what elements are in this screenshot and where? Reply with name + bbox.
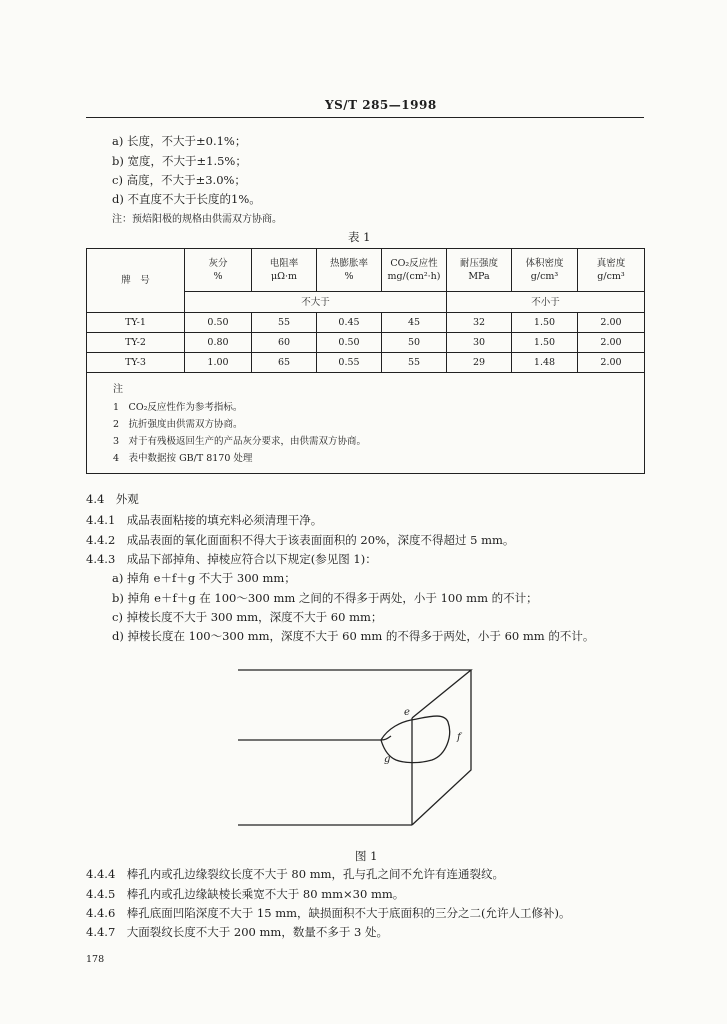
table-cell: 1.50 (512, 313, 578, 333)
column-unit: % (213, 271, 223, 282)
table-cell: 60 (252, 333, 317, 353)
column-name: 真密度 (596, 258, 626, 269)
table-cell: 32 (447, 313, 512, 333)
page-header-title: YS/T 285—1998 (325, 98, 437, 112)
column-unit: mg/(cm²·h) (387, 271, 441, 282)
column-header (317, 249, 382, 292)
column-unit: μΩ·m (270, 271, 298, 282)
clause-4-4-6: 4.4.6 棒孔底面凹陷深度不大于 15 mm，缺损面积不大于底面积的三分之二(允许人工修补)。 (86, 906, 571, 920)
table-cell: 0.50 (185, 313, 252, 333)
sub-item-a: a) 掉角 e＋f＋g 不大于 300 mm； (112, 571, 296, 585)
table-row (87, 313, 645, 333)
sub-item-b: b) 掉角 e＋f＋g 在 100～300 mm 之间的不得多于两处，小于 100 mm 的不计； (112, 591, 538, 605)
column-header (512, 249, 578, 292)
column-header (185, 249, 252, 292)
spec-table (86, 248, 645, 474)
column-name: 体积密度 (525, 258, 564, 269)
table-cell: 55 (382, 353, 447, 373)
table-cell: 30 (447, 333, 512, 353)
table-cell: 29 (447, 353, 512, 373)
column-name: 耐压强度 (459, 258, 498, 269)
label-g: g (384, 754, 391, 765)
table-note: 3 对于有残极返回生产的产品灰分要求，由供需双方协商。 (113, 436, 367, 447)
label-e: e (404, 707, 410, 718)
table-cell: 0.80 (185, 333, 252, 353)
section-heading: 4.4 外观 (86, 492, 139, 506)
brand-cell: TY-3 (87, 353, 185, 373)
table-cell: 2.00 (578, 353, 645, 373)
label-f: f (457, 732, 461, 743)
clause-4-4-7: 4.4.7 大面裂纹长度不大于 200 mm，数量不多于 3 处。 (86, 925, 388, 939)
column-unit: % (344, 271, 354, 282)
column-unit: g/cm³ (530, 271, 559, 282)
column-unit: MPa (468, 271, 490, 282)
column-unit: g/cm³ (597, 271, 625, 282)
table-cell: 55 (252, 313, 317, 333)
tolerance-straightness: d) 不直度不大于长度的1%。 (112, 192, 261, 206)
table-cell: 65 (252, 353, 317, 373)
table-cell: 0.50 (317, 333, 382, 353)
figure-1-diagram (236, 660, 506, 830)
limit-not-greater: 不大于 (185, 292, 447, 313)
column-name: 热膨胀率 (329, 258, 368, 269)
table-cell: 2.00 (578, 313, 645, 333)
clause-4-4-3: 4.4.3 成品下部掉角、掉棱应符合以下规定(参见图 1)： (86, 552, 377, 566)
table-note: 1 CO₂反应性作为参考指标。 (113, 402, 243, 413)
table-row (87, 353, 645, 373)
chipped-corner-outline (381, 716, 450, 763)
table-cell: 1.48 (512, 353, 578, 373)
block-outline (238, 736, 391, 740)
table-notes-row (87, 373, 645, 474)
clause-4-4-1: 4.4.1 成品表面粘接的填充料必须清理干净。 (86, 513, 323, 527)
sub-item-d: d) 掉棱长度在 100～300 mm，深度不大于 60 mm 的不得多于两处，小于 60 mm 的不计。 (112, 629, 595, 643)
table-note: 2 抗折强度由供需双方协商。 (113, 419, 243, 430)
table-row (87, 333, 645, 353)
brand-cell: TY-1 (87, 313, 185, 333)
page-number: 178 (86, 954, 105, 965)
column-header (578, 249, 645, 292)
table-cell: 0.45 (317, 313, 382, 333)
tolerance-width: b) 宽度，不大于±1.5%； (112, 154, 247, 168)
table-cell: 45 (382, 313, 447, 333)
table-notes (87, 373, 645, 474)
column-name: 灰分 (208, 258, 228, 269)
table-note: 4 表中数据按 GB/T 8170 处理 (113, 453, 253, 464)
block-top-edge (238, 670, 471, 718)
clause-4-4-4: 4.4.4 棒孔内或孔边缘裂纹长度不大于 80 mm，孔与孔之间不允许有连通裂纹。 (86, 867, 505, 881)
column-header (252, 249, 317, 292)
column-header (447, 249, 512, 292)
table-cell: 50 (382, 333, 447, 353)
table-caption: 表 1 (348, 230, 371, 244)
limit-not-less: 不小于 (447, 292, 645, 313)
figure-caption: 图 1 (355, 849, 378, 863)
clause-4-4-5: 4.4.5 棒孔内或孔边缘缺棱长乘宽不大于 80 mm×30 mm。 (86, 887, 405, 901)
table-cell: 1.00 (185, 353, 252, 373)
column-name: CO₂反应性 (390, 258, 438, 269)
brand-cell: TY-2 (87, 333, 185, 353)
table-header-row (87, 249, 645, 292)
header-divider (86, 117, 644, 118)
clause-4-4-2: 4.4.2 成品表面的氧化面面积不得大于该表面面积的 20%，深度不得超过 5 mm。 (86, 533, 515, 547)
table-cell: 0.55 (317, 353, 382, 373)
column-header (382, 249, 447, 292)
table-cell: 2.00 (578, 333, 645, 353)
tolerance-height: c) 高度，不大于±3.0%； (112, 173, 246, 187)
tolerance-length: a) 长度，不大于±0.1%； (112, 134, 247, 148)
sub-item-c: c) 掉棱长度不大于 300 mm，深度不大于 60 mm； (112, 610, 383, 624)
spec-note: 注：预焙阳极的规格由供需双方协商。 (112, 214, 282, 225)
notes-title: 注 (113, 384, 123, 395)
column-name: 电阻率 (269, 258, 299, 269)
brand-header: 牌 号 (87, 249, 185, 313)
table-cell: 1.50 (512, 333, 578, 353)
